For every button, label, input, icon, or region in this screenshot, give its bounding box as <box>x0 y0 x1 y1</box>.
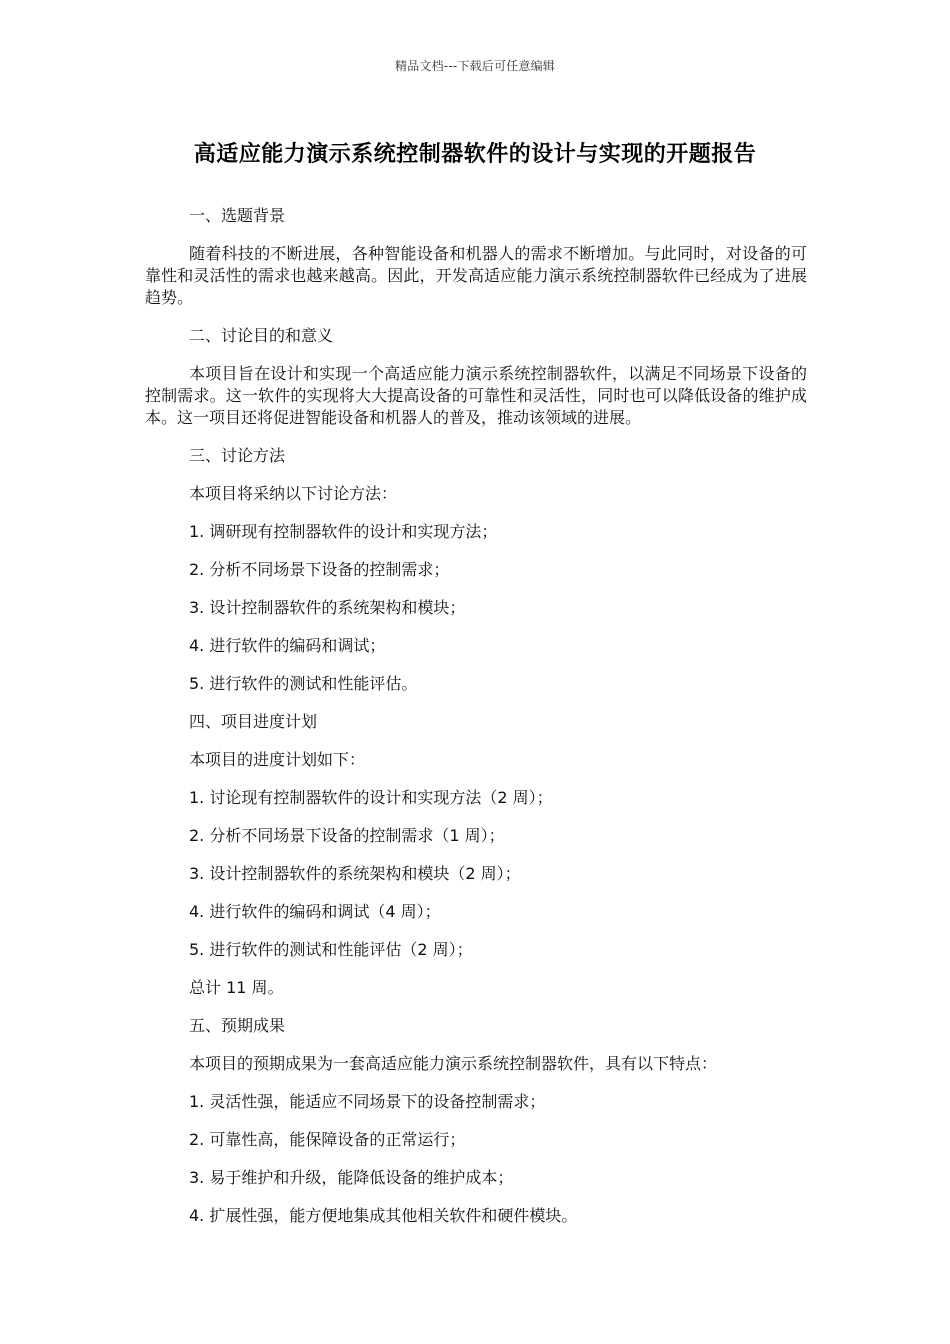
paragraph-background: 随着科技的不断进展，各种智能设备和机器人的需求不断增加。与此同时，对设备的可靠性和灵活性的需求也越来越高。因此，开发高适应能力演示系统控制器软件已经成为了进展趋势。 <box>145 244 807 307</box>
section-heading-purpose: 二、讨论目的和意义 <box>189 326 334 345</box>
list-item: 2. 分析不同场景下设备的控制需求（1 周）； <box>189 826 505 845</box>
list-item: 1. 灵活性强，能适应不同场景下的设备控制需求； <box>189 1092 546 1111</box>
list-item: 1. 讨论现有控制器软件的设计和实现方法（2 周）； <box>189 788 553 807</box>
outcomes-intro: 本项目的预期成果为一套高适应能力演示系统控制器软件，具有以下特点： <box>189 1054 718 1073</box>
list-item: 4. 进行软件的编码和调试（4 周）； <box>189 902 441 921</box>
list-item: 2. 分析不同场景下设备的控制需求； <box>189 560 450 579</box>
section-heading-methods: 三、讨论方法 <box>189 446 286 465</box>
list-item: 3. 设计控制器软件的系统架构和模块； <box>189 598 466 617</box>
list-item: 4. 进行软件的编码和调试； <box>189 636 386 655</box>
section-heading-schedule: 四、项目进度计划 <box>189 712 318 731</box>
list-item: 4. 扩展性强，能方便地集成其他相关软件和硬件模块。 <box>189 1206 578 1225</box>
document-body <box>145 205 807 1227</box>
section-heading-background: 一、选题背景 <box>189 206 286 225</box>
document-title: 高适应能力演示系统控制器软件的设计与实现的开题报告 <box>193 142 757 167</box>
list-item: 1. 调研现有控制器软件的设计和实现方法； <box>189 522 498 541</box>
list-item: 5. 进行软件的测试和性能评估（2 周）； <box>189 940 473 959</box>
methods-intro: 本项目将采纳以下讨论方法： <box>189 484 398 503</box>
list-item: 5. 进行软件的测试和性能评估。 <box>189 674 418 693</box>
schedule-total: 总计 11 周。 <box>189 978 284 997</box>
header-note: 精品文档---下载后可任意编辑 <box>395 59 555 73</box>
paragraph-purpose: 本项目旨在设计和实现一个高适应能力演示系统控制器软件，以满足不同场景下设备的控制需求。这一软件的实现将大大提高设备的可靠性和灵活性，同时也可以降低设备的维护成本。这一项目还将促进智能设备和机器人的普及，推动该领域的进展。 <box>145 364 807 427</box>
list-item: 3. 设计控制器软件的系统架构和模块（2 周）； <box>189 864 521 883</box>
schedule-intro: 本项目的进度计划如下： <box>189 750 366 769</box>
list-item: 3. 易于维护和升级，能降低设备的维护成本； <box>189 1168 514 1187</box>
section-heading-outcomes: 五、预期成果 <box>189 1016 286 1035</box>
list-item: 2. 可靠性高，能保障设备的正常运行； <box>189 1130 466 1149</box>
